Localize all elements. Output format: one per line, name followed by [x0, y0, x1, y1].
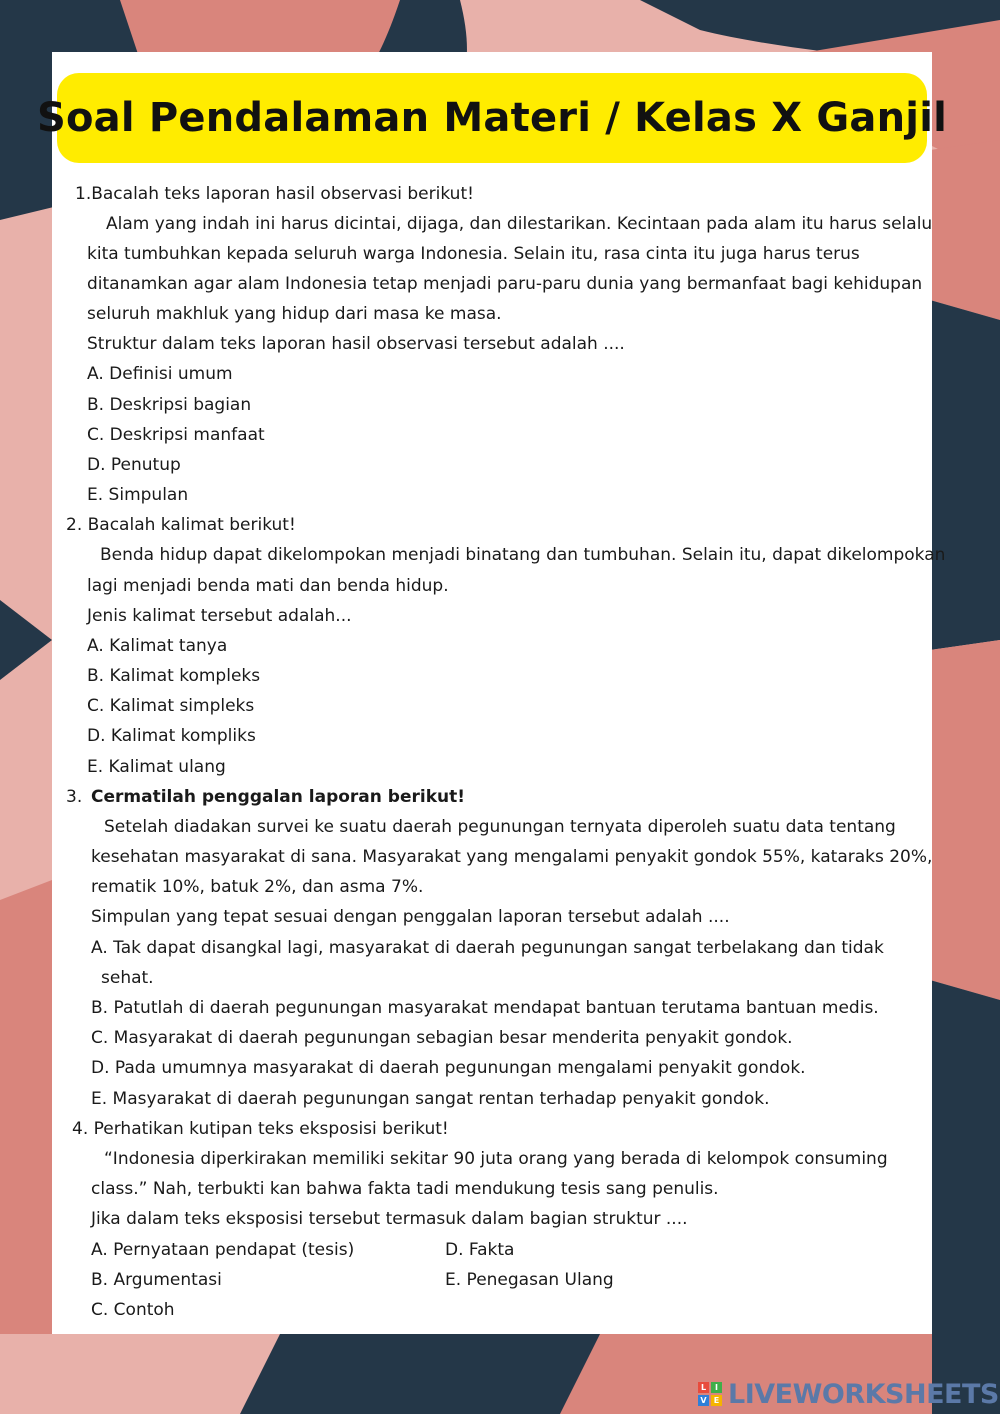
liveworksheets-logo[interactable] [698, 1380, 999, 1408]
q4-option-c: C. Contoh [91, 1300, 175, 1320]
q4-question: Jika dalam teks eksposisi tersebut termasuk dalam bagian struktur .... [91, 1209, 688, 1229]
q1-option-a: A. Definisi umum [87, 364, 233, 384]
q3-option-a: A. Tak dapat disangkal lagi, masyarakat di daerah pegunungan sangat terbelakang dan tidak [91, 938, 884, 958]
q2-option-b: B. Kalimat kompleks [87, 666, 261, 686]
logo-tile: V [698, 1395, 709, 1406]
worksheet-title: Soal Pendalaman Materi / Kelas X Ganjil [36, 95, 948, 141]
q1-prompt: 1.Bacalah teks laporan hasil observasi berikut! [75, 184, 474, 204]
q1-passage-line: kita tumbuhkan kepada seluruh warga Indonesia. Selain itu, rasa cinta itu juga harus terus [87, 244, 860, 264]
q2-option-c: C. Kalimat simpleks [87, 696, 255, 716]
brand-name: LIVEWORKSHEETS [728, 1378, 999, 1410]
q2-prompt: 2. Bacalah kalimat berikut! [66, 515, 296, 535]
q3-option-c: C. Masyarakat di daerah pegunungan sebagian besar menderita penyakit gondok. [91, 1028, 793, 1048]
q2-question: Jenis kalimat tersebut adalah... [87, 606, 352, 626]
q3-prompt: Cermatilah penggalan laporan berikut! [91, 787, 465, 807]
q4-passage-line: “Indonesia diperkirakan memiliki sekitar 90 juta orang yang berada di kelompok consuming [104, 1149, 888, 1169]
q2-passage-line: Benda hidup dapat dikelompokan menjadi binatang dan tumbuhan. Selain itu, dapat dikelompokan [100, 545, 946, 565]
q2-passage-line: lagi menjadi benda mati dan benda hidup. [87, 576, 449, 596]
q3-option-a-continued: sehat. [101, 968, 154, 988]
q3-passage-line: Setelah diadakan survei ke suatu daerah pegunungan ternyata diperoleh suatu data tentang [104, 817, 896, 837]
q3-option-b: B. Patutlah di daerah pegunungan masyarakat mendapat bantuan terutama bantuan medis. [91, 998, 879, 1018]
q3-option-e: E. Masyarakat di daerah pegunungan sangat rentan terhadap penyakit gondok. [91, 1089, 770, 1109]
q3-question: Simpulan yang tepat sesuai dengan penggalan laporan tersebut adalah .... [91, 907, 730, 927]
q4-option-d: D. Fakta [445, 1240, 515, 1260]
q1-option-d: D. Penutup [87, 455, 181, 475]
q4-option-b: B. Argumentasi [91, 1270, 222, 1290]
q1-option-e: E. Simpulan [87, 485, 189, 505]
q2-option-a: A. Kalimat tanya [87, 636, 228, 656]
q4-prompt: 4. Perhatikan kutipan teks eksposisi berikut! [72, 1119, 449, 1139]
q4-passage-line: class.” Nah, terbukti kan bahwa fakta tadi mendukung tesis sang penulis. [91, 1179, 719, 1199]
logo-tile: I [711, 1382, 722, 1393]
q1-passage-line: seluruh makhluk yang hidup dari masa ke masa. [87, 304, 502, 324]
q4-option-e: E. Penegasan Ulang [445, 1270, 614, 1290]
logo-tile: L [698, 1382, 709, 1393]
q2-option-d: D. Kalimat kompliks [87, 726, 256, 746]
q4-option-a: A. Pernyataan pendapat (tesis) [91, 1240, 355, 1260]
q1-passage-line: Alam yang indah ini harus dicintai, dijaga, dan dilestarikan. Kecintaan pada alam itu harus selalu [106, 214, 933, 234]
logo-tile: E [711, 1395, 722, 1406]
q1-question: Struktur dalam teks laporan hasil observasi tersebut adalah .... [87, 334, 625, 354]
q3-number: 3. [66, 787, 83, 807]
q1-option-c: C. Deskripsi manfaat [87, 425, 265, 445]
q2-option-e: E. Kalimat ulang [87, 757, 226, 777]
q3-passage-line: rematik 10%, batuk 2%, dan asma 7%. [91, 877, 424, 897]
q1-passage-line: ditanamkan agar alam Indonesia tetap menjadi paru-paru dunia yang bermanfaat bagi kehidupan [87, 274, 923, 294]
q3-passage-line: kesehatan masyarakat di sana. Masyarakat yang mengalami penyakit gondok 55%, kataraks 20%, [91, 847, 933, 867]
q3-option-d: D. Pada umumnya masyarakat di daerah pegunungan mengalami penyakit gondok. [91, 1058, 806, 1078]
logo-icon [698, 1382, 722, 1406]
q1-option-b: B. Deskripsi bagian [87, 395, 252, 415]
